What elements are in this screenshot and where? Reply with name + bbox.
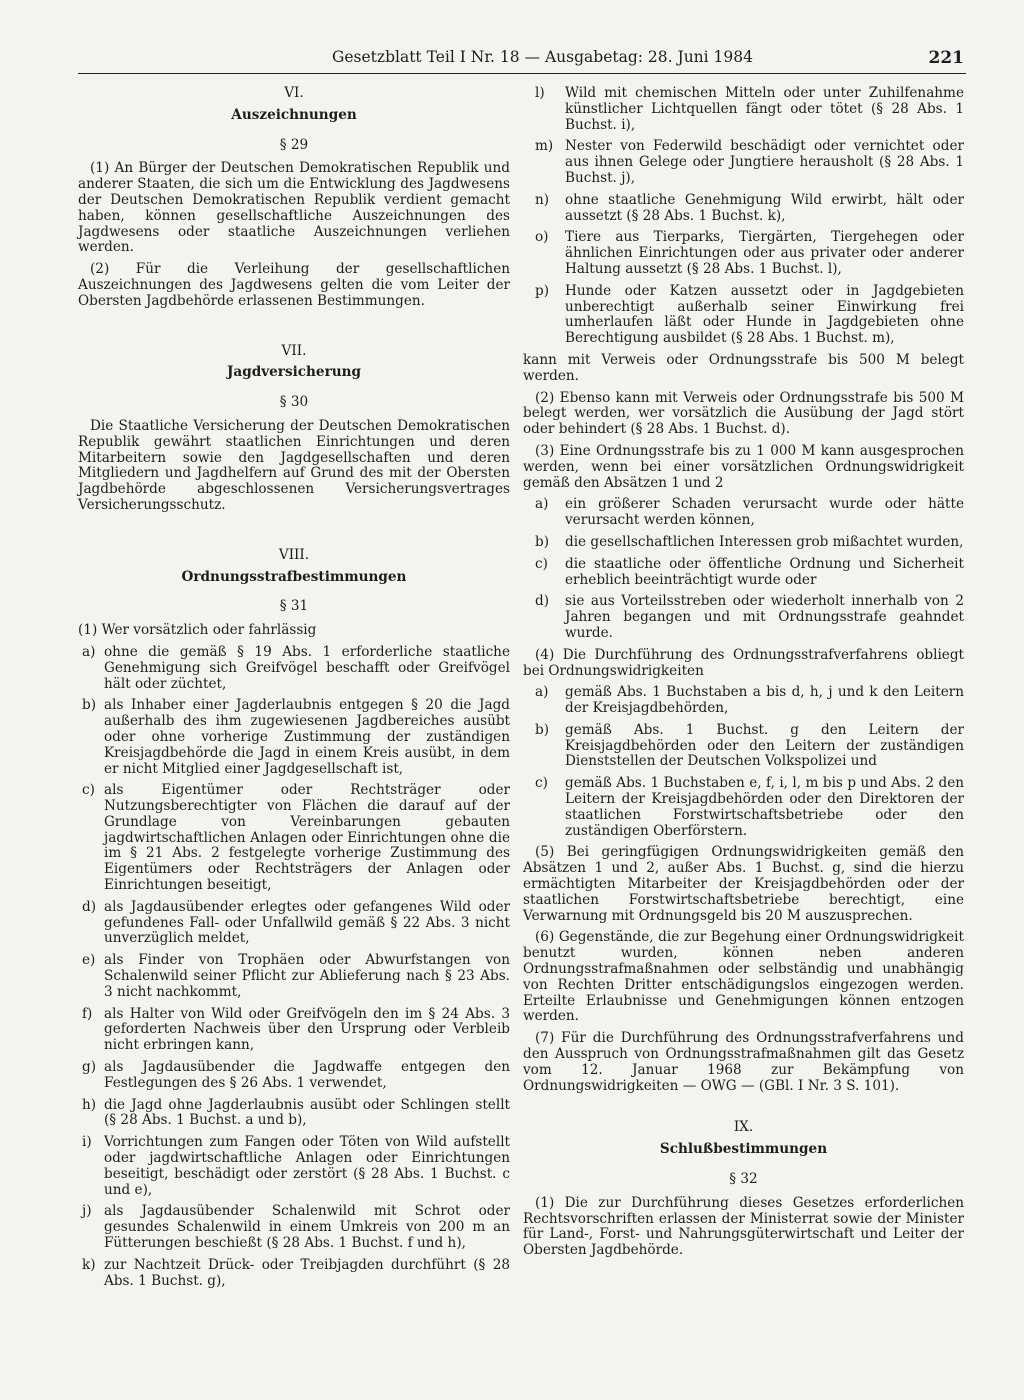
list-item-label: k) — [82, 1256, 96, 1273]
list-item — [78, 783, 510, 894]
list-item — [523, 723, 964, 770]
list-item-text: als Jagdausübender erlegtes oder gefangenes Wild oder gefundenes Fall- oder Unfallwild gemäß § 22 Abs. 3 nicht unverzüglich meldet, — [104, 898, 510, 947]
paragraph-31-heading: § 31 — [279, 598, 309, 615]
paragraph-29-1: (1) An Bürger der Deutschen Demokratischen Republik und anderer Staaten, die sich um die Entwicklung des Jagdwesens der Deutschen Demokratischen Republik verdient gemacht haben, können gesellschaftliche Auszeichnungen des Jagdwesens oder staatliche Auszeichnungen verliehen werden. — [78, 160, 510, 256]
list-item-label: c) — [535, 555, 548, 572]
paragraph-31-3: (3) Eine Ordnungsstrafe bis zu 1 000 M kann ausgesprochen werden, wenn bei einer vorsätzlichen Ordnungswidrigkeit gemäß den Absätzen 1 und 2 — [523, 442, 964, 491]
list-item — [78, 1258, 510, 1290]
list-item-label: c) — [82, 782, 95, 799]
paragraph-31-1-intro: (1) Wer vorsätzlich oder fahrlässig — [78, 622, 317, 639]
paragraph-31-6: (6) Gegenstände, die zur Begehung einer Ordnungswidrigkeit benutzt wurden, können neben anderen Ordnungsstrafmaßnahmen oder selbständig und unabhängig von Rechten Dritter entschädigungslos eingezogen werden. Erteilte Erlaubnisse und Genehmigungen können entzogen werden. — [523, 929, 964, 1025]
list-item — [523, 86, 964, 133]
paragraph-31-2: (2) Ebenso kann mit Verweis oder Ordnungsstrafe bis 500 M belegt werden, wer vorsätzlich die Ausübung der Jagd stört oder behindert (§ 28 Abs. 1 Buchst. d). — [523, 389, 964, 438]
right-column — [523, 86, 964, 1265]
header-title: Gesetzblatt Teil I Nr. 18 — Ausgabetag: 28. Juni 1984 — [332, 48, 753, 66]
list-item-label: d) — [82, 898, 97, 915]
section-ix-number: IX. — [733, 1119, 754, 1136]
list-item-label: b) — [535, 721, 550, 738]
list-item-label: b) — [535, 533, 550, 550]
page-number: 221 — [928, 48, 964, 68]
page-header — [78, 48, 966, 70]
list-item-label: j) — [82, 1203, 92, 1220]
list-item-label: h) — [82, 1096, 97, 1113]
paragraph-31-1-list — [78, 645, 510, 1289]
list-item-label: m) — [535, 138, 554, 155]
paragraph-31-1-penalty: kann mit Verweis oder Ordnungsstrafe bis 500 M belegt werden. — [523, 351, 964, 384]
list-item-text: zur Nachtzeit Drück- oder Treibjagden durchführt (§ 28 Abs. 1 Buchst. g), — [104, 1256, 510, 1289]
list-item — [78, 1135, 510, 1198]
list-item-label: d) — [535, 593, 550, 610]
list-item — [523, 497, 964, 529]
list-item-text: Vorrichtungen zum Fangen oder Töten von Wild aufstellt oder jagdwirtschaftliche Anlagen oder Einrichtungen beseitigt, beschädigt oder zerstört (§ 28 Abs. 1 Buchst. c und e), — [104, 1134, 510, 1198]
list-item — [523, 535, 964, 551]
list-item — [78, 1204, 510, 1251]
list-item-text: die gesellschaftlichen Interessen grob mißachtet wurden, — [565, 533, 964, 550]
list-item — [523, 776, 964, 839]
list-item-text: die Jagd ohne Jagderlaubnis ausübt oder Schlingen stellt (§ 28 Abs. 1 Buchst. a und b), — [104, 1096, 510, 1129]
paragraph-29-2: (2) Für die Verleihung der gesellschaftlichen Auszeichnungen des Jagdwesens gelten die vom Leiter der Obersten Jagdbehörde erlassenen Bestimmungen. — [78, 261, 510, 309]
paragraph-31-5: (5) Bei geringfügigen Ordnungswidrigkeiten gemäß den Absätzen 1 und 2, außer Abs. 1 Buchst. g, sind die hierzu ermächtigten Mitarbeiter der Kreisjagdbehörden oder der staatlichen Forstwirtschaftsbetriebe berechtigt, eine Verwarnung mit Ordnungsgeld bis 20 M auszusprechen. — [523, 844, 964, 924]
list-item-text: ein größerer Schaden verursacht wurde oder hätte verursacht werden können, — [565, 496, 964, 529]
list-item — [523, 594, 964, 641]
list-item — [523, 139, 964, 186]
list-item — [78, 645, 510, 692]
list-item — [523, 685, 964, 717]
section-vii-title: Jagdversicherung — [226, 364, 362, 381]
paragraph-31-7: (7) Für die Durchführung des Ordnungsstrafverfahrens und den Ausspruch von Ordnungsstrafmaßnahmen gilt das Gesetz vom 12. Januar 1968 zur Bekämpfung von Ordnungswidrigkeiten — OWG — (GBl. I Nr. 3 S. 101). — [523, 1030, 964, 1094]
list-item-text: ohne die gemäß § 19 Abs. 1 erforderliche staatliche Genehmigung sich Greifvögel beschafft oder Greifvögel hält oder züchtet, — [104, 643, 510, 692]
list-item-label: i) — [82, 1134, 92, 1151]
list-item-label: e) — [82, 952, 96, 969]
list-item-label: l) — [535, 85, 545, 101]
paragraph-31-3-list — [523, 497, 964, 641]
list-item-text: gemäß Abs. 1 Buchst. g den Leitern der Kreisjagdbehörden oder den Leitern der zuständigen Dienststellen der Deutschen Volkspolizei und — [565, 721, 964, 770]
list-item-text: ohne staatliche Genehmigung Wild erwirbt, hält oder aussetzt (§ 28 Abs. 1 Buchst. k), — [565, 191, 964, 224]
list-item-text: als Inhaber einer Jagderlaubnis entgegen § 20 die Jagd außerhalb des ihm zugewiesenen Jagdbereiches ausübt oder ohne vorherige Zustimmung der zuständigen Kreisjagdbehörde die Jagd in einem Kreis ausübt, in dem er nicht Mitglied einer Jagdgesellschaft ist, — [104, 697, 510, 777]
paragraph-30-1: Die Staatliche Versicherung der Deutschen Demokratischen Republik gewährt staatlichen Einrichtungen und deren Mitarbeitern sowie den Jagdgesellschaften und deren Mitgliedern und Jagdhelfern auf Grund des mit der Obersten Jagdbehörde abgeschlossenen Versicherungsvertrages Versicherungsschutz. — [78, 417, 510, 513]
list-item — [78, 900, 510, 947]
list-item — [78, 698, 510, 777]
list-item-text: als Halter von Wild oder Greifvögeln den im § 24 Abs. 3 geforderten Nachweis über den Ursprung oder Verbleib nicht erbringen kann, — [104, 1005, 510, 1054]
section-vii-number: VII. — [281, 342, 307, 359]
section-vi-number: VI. — [284, 85, 304, 101]
paragraph-31-1-list-continued — [523, 86, 964, 347]
list-item-text: als Jagdausübender Schalenwild mit Schrot oder gesundes Schalenwild in einem Umkreis von 200 m an Fütterungen beschießt (§ 28 Abs. 1 Buchst. f und h), — [104, 1203, 510, 1252]
list-item — [78, 1060, 510, 1092]
list-item — [78, 1098, 510, 1130]
list-item-text: als Finder von Trophäen oder Abwurfstangen von Schalenwild seiner Pflicht zur Ablieferung nach § 23 Abs. 3 nicht nachkommt, — [104, 952, 510, 1000]
paragraph-32-1: (1) Die zur Durchführung dieses Gesetzes erforderlichen Rechtsvorschriften erlassen der Ministerrat sowie der Minister für Land-, Forst- und Nahrungsgüterwirtschaft und Leiter der Obersten Jagdbehörde. — [523, 1194, 964, 1259]
list-item-text: gemäß Abs. 1 Buchstaben a bis d, h, j und k den Leitern der Kreisjagdbehörden, — [565, 684, 964, 717]
list-item-text: als Eigentümer oder Rechtsträger oder Nutzungsberechtigter von Flächen die darauf auf der Grundlage von Vereinbarungen gebauten jagdwirtschaftlichen Anlagen oder Einrichtungen ohne die im § 21 Abs. 2 festgelegte vorherige Zustimmung des Eigentümers oder Rechtsträgers der Anlagen oder Einrichtungen beseitigt, — [104, 782, 510, 894]
list-item-text: als Jagdausübender die Jagdwaffe entgegen den Festlegungen des § 26 Abs. 1 verwendet, — [104, 1059, 510, 1091]
list-item — [523, 284, 964, 347]
list-item-label: f) — [82, 1005, 93, 1022]
section-ix-title: Schlußbestimmungen — [659, 1141, 828, 1158]
paragraph-31-4: (4) Die Durchführung des Ordnungsstrafverfahrens obliegt bei Ordnungswidrigkeiten — [523, 646, 964, 679]
left-column — [78, 86, 510, 1295]
section-viii-title: Ordnungsstrafbestimmungen — [181, 568, 407, 585]
list-item — [523, 230, 964, 277]
paragraph-32-heading: § 32 — [729, 1171, 758, 1188]
list-item-text: gemäß Abs. 1 Buchstaben e, f, i, l, m bis p und Abs. 2 den Leitern der Kreisjagdbehörden oder den Direktoren der staatlichen Forstwirtschaftsbetriebe oder den zuständigen Oberförstern. — [565, 775, 964, 839]
paragraph-30-heading: § 30 — [279, 394, 309, 411]
list-item — [523, 557, 964, 589]
list-item-text: Nester von Federwild beschädigt oder vernichtet oder aus ihnen Gelege oder Jungtiere herausholt (§ 28 Abs. 1 Buchst. j), — [565, 138, 964, 186]
list-item-label: p) — [535, 282, 550, 299]
list-item-label: g) — [82, 1059, 97, 1076]
list-item-label: o) — [535, 229, 549, 246]
list-item-label: c) — [535, 775, 548, 792]
paragraph-29-heading: § 29 — [279, 136, 309, 153]
list-item-label: a) — [535, 496, 549, 513]
list-item-text: Wild mit chemischen Mitteln oder unter Zuhilfenahme künstlicher Lichtquellen fängt oder tötet (§ 28 Abs. 1 Buchst. i), — [565, 85, 964, 133]
header-rule — [78, 73, 966, 74]
section-vi-title: Auszeichnungen — [231, 106, 357, 123]
list-item — [78, 953, 510, 1000]
section-viii-number: VIII. — [278, 546, 310, 563]
list-item-text: Tiere aus Tierparks, Tiergärten, Tiergehegen oder ähnlichen Einrichtungen oder aus privater oder anderer Haltung aussetzt (§ 28 Abs. 1 Buchst. l), — [565, 229, 964, 277]
paragraph-31-4-list — [523, 685, 964, 839]
list-item-text: sie aus Vorteilsstreben oder wiederholt innerhalb von 2 Jahren begangen und mit Ordnungsstrafe geahndet wurde. — [565, 593, 964, 641]
list-item-text: die staatliche oder öffentliche Ordnung und Sicherheit erheblich beeinträchtigt wurde oder — [565, 555, 964, 588]
list-item — [523, 193, 964, 225]
list-item — [78, 1007, 510, 1054]
list-item-label: b) — [82, 697, 97, 714]
list-item-label: n) — [535, 191, 550, 208]
list-item-text: Hunde oder Katzen aussetzt oder in Jagdgebieten unberechtigt außerhalb seiner Einwirkung frei umherlaufen läßt oder Hunde in Jagdgebieten ohne Berechtigung ausbildet (§ 28 Abs. 1 Buchst. m), — [565, 282, 964, 347]
list-item-label: a) — [535, 684, 549, 701]
list-item-label: a) — [82, 643, 96, 660]
